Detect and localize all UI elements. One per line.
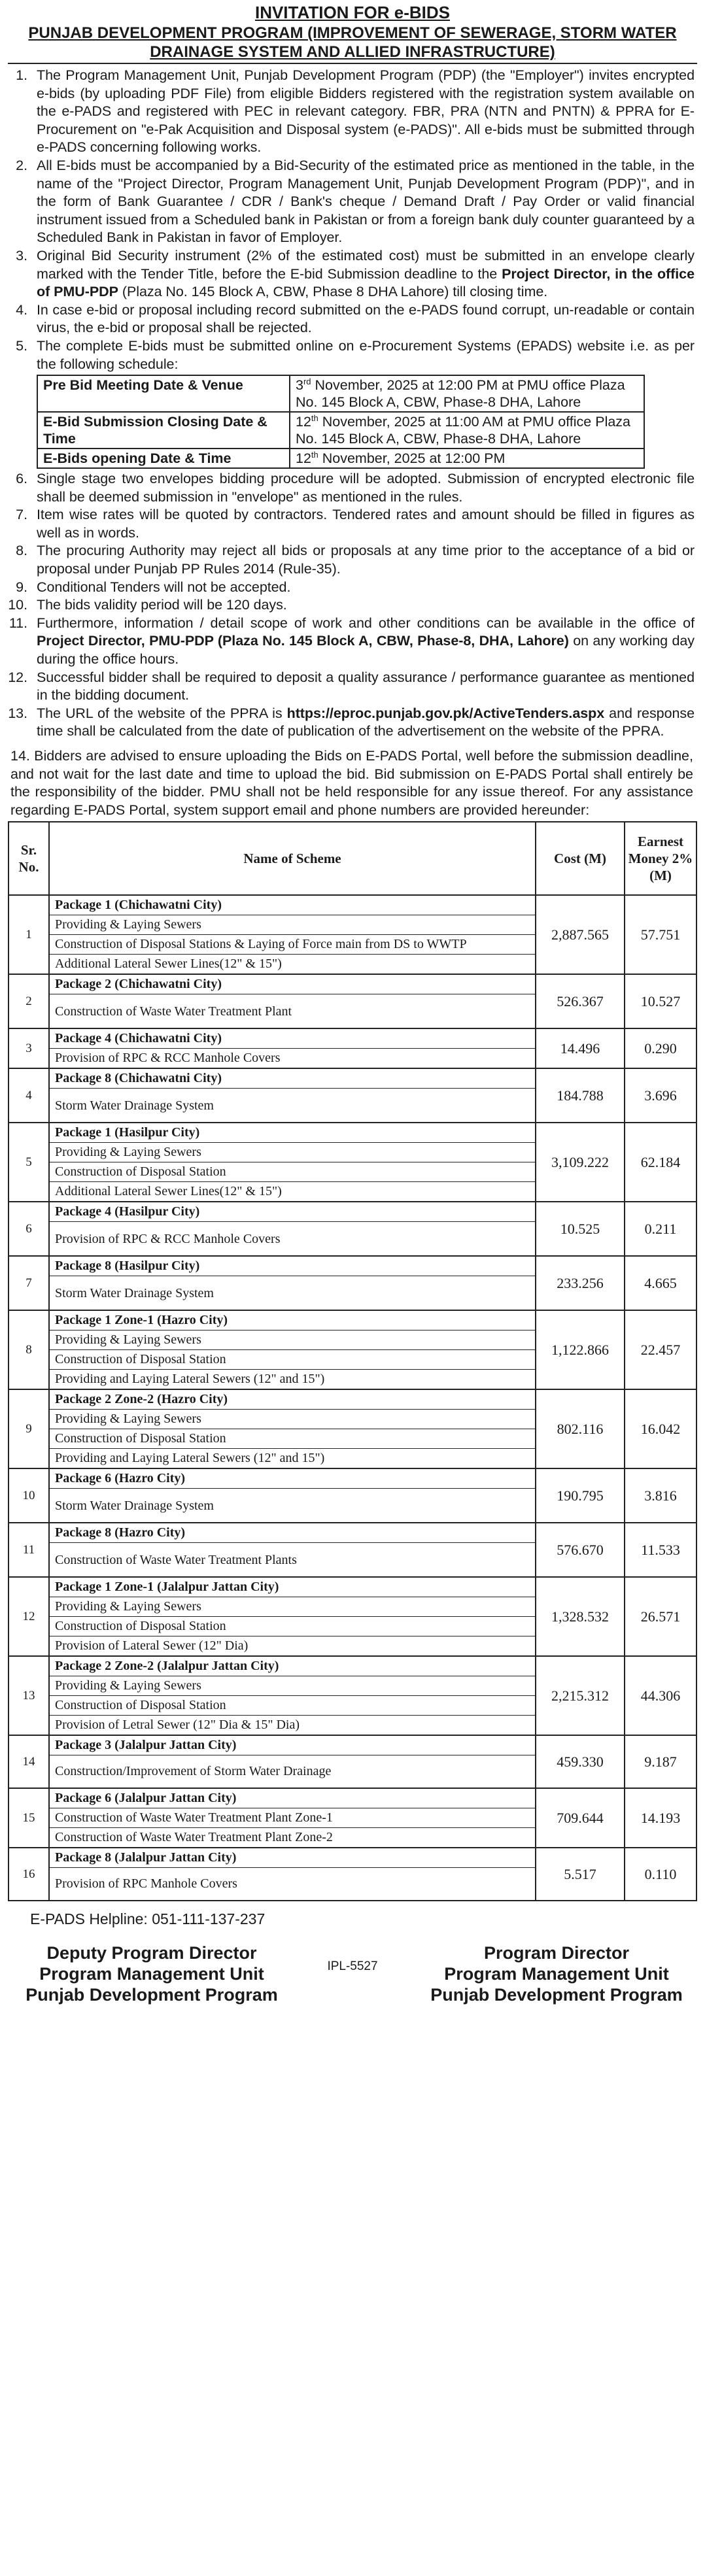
clauses-list: [8, 67, 697, 373]
scheme-cell: [49, 1202, 536, 1256]
clause-bold-text: Project Director, in the office of PMU-PDP: [37, 265, 695, 300]
sig-line: Punjab Development Program: [430, 1985, 683, 2005]
earnest-money-value: 26.571: [625, 1577, 696, 1656]
helpline: E-PADS Helpline: 051-111-137-237: [30, 1910, 266, 1928]
clause-text: [37, 542, 697, 578]
sr-no: 8: [9, 1310, 49, 1389]
clause: [8, 301, 697, 337]
scheme-item: Provision of Letral Sewer (12" Dia & 15" Dia): [55, 1718, 300, 1733]
scheme-item: Additional Lateral Sewer Lines(12" & 15"): [55, 957, 282, 972]
clause-segment: Original Bid Security instrument (2% of the estimated cost) must be submitted in an envelope clearly marked with the Tender Title, before the E-bid Submission deadline to the: [37, 247, 695, 282]
sig-line: Program Management Unit: [444, 1964, 669, 1984]
clause: [8, 506, 697, 542]
scheme-item: Construction/Improvement of Storm Water Drainage: [55, 1764, 332, 1779]
scheme-item: Construction of Disposal Station: [50, 1162, 535, 1182]
cost-value: 2,215.312: [536, 1656, 625, 1735]
package-name: Package 1 Zone-1 (Jalalpur Jattan City): [50, 1578, 535, 1597]
clause-number: 2.: [16, 157, 27, 173]
clause-text: [37, 615, 697, 669]
clause: [8, 67, 697, 157]
scheme-item: Additional Lateral Sewer Lines(12" & 15"): [55, 1184, 282, 1199]
package-name: Package 1 (Chichawatni City): [50, 896, 535, 915]
clause: [8, 337, 697, 373]
sr-no: 11: [9, 1523, 49, 1577]
scheme-item: Providing & Laying Sewers: [50, 1597, 535, 1617]
table-row: [9, 1028, 696, 1068]
scheme-item: Construction of Waste Water Treatment Plant Zone-1: [50, 1808, 535, 1828]
schemes-table: [8, 821, 697, 1901]
earnest-money-value: 0.290: [625, 1028, 696, 1068]
earnest-money-value: 11.533: [625, 1523, 696, 1577]
table-row: [9, 1656, 696, 1735]
schedule-ordinal: rd: [303, 376, 311, 386]
schedule-row: [37, 412, 644, 449]
scheme-item: Construction of Disposal Station: [50, 1617, 535, 1636]
scheme-item: Providing & Laying Sewers: [50, 915, 535, 935]
schedule-row: [37, 375, 644, 412]
clause-text: [37, 301, 697, 337]
clause-segment: The procuring Authority may reject all bids or proposals at any time prior to the acceptance of a bid or proposal under Punjab PP Rules 2014 (Rule-35).: [37, 543, 695, 577]
clause-text: [37, 337, 697, 373]
sig-line: Program Director: [483, 1943, 630, 1963]
clause-text: [37, 705, 697, 741]
earnest-money-value: 22.457: [625, 1310, 696, 1389]
clause-segment: Conditional Tenders will not be accepted.: [37, 579, 291, 595]
table-row: [9, 1068, 696, 1123]
table-row: [9, 1123, 696, 1202]
clause-text: [37, 247, 697, 301]
scheme-item: Provision of RPC & RCC Manhole Covers: [55, 1232, 281, 1247]
package-name: Package 8 (Chichawatni City): [50, 1069, 535, 1089]
cost-value: 709.644: [536, 1788, 625, 1848]
clause: [8, 247, 697, 301]
schedule-day: 3: [296, 377, 303, 394]
clause: [8, 705, 697, 741]
clause-text: [37, 579, 697, 597]
package-name: Package 1 Zone-1 (Hazro City): [50, 1311, 535, 1330]
scheme-item: Providing and Laying Lateral Sewers (12" and 15"): [55, 1372, 325, 1387]
table-row: [9, 1202, 696, 1256]
clause-segment: (Plaza No. 145 Block A, CBW, Phase 8 DHA Lahore) till closing time.: [118, 284, 548, 300]
package-name: Package 2 Zone-2 (Hazro City): [50, 1390, 535, 1410]
package-name: Package 4 (Hasilpur City): [50, 1202, 535, 1222]
table-header-row: [9, 822, 696, 895]
clause: [8, 615, 697, 669]
sr-no: 1: [9, 895, 49, 974]
schedule-table: [37, 375, 645, 469]
clause-segment: Item wise rates will be quoted by contractors. Tendered rates and amount should be filled in figures as well as in words.: [37, 507, 695, 541]
notice-title: INVITATION FOR e-BIDS: [254, 3, 451, 22]
clause-text: [37, 67, 697, 157]
schedule-value: [290, 375, 644, 412]
cost-value: 802.116: [536, 1389, 625, 1468]
table-row: [9, 1523, 696, 1577]
sr-no: 5: [9, 1123, 49, 1202]
schedule-day: 12: [296, 450, 311, 467]
signature-director: [416, 1942, 697, 2005]
cost-value: 190.795: [536, 1468, 625, 1523]
earnest-money-value: 0.110: [625, 1848, 696, 1901]
schedule-value: [290, 412, 644, 449]
earnest-money-value: 14.193: [625, 1788, 696, 1848]
schedule-key: Pre Bid Meeting Date & Venue: [37, 375, 290, 412]
col-scheme: Name of Scheme: [49, 822, 536, 895]
sr-no: 4: [9, 1068, 49, 1123]
schedule-detail: November, 2025 at 11:00 AM at PMU office Plaza No. 145 Block A, CBW, Phase-8 DHA, Lahore: [296, 414, 631, 447]
scheme-cell: [49, 1256, 536, 1310]
cost-value: 3,109.222: [536, 1123, 625, 1202]
scheme-cell: [49, 1523, 536, 1577]
sr-no: 3: [9, 1028, 49, 1068]
cost-value: 233.256: [536, 1256, 625, 1310]
scheme-cell: [49, 1028, 536, 1068]
earnest-money-value: 57.751: [625, 895, 696, 974]
col-cost: Cost (M): [536, 822, 625, 895]
clause-number: 12.: [8, 669, 27, 685]
scheme-item: Storm Water Drainage System: [55, 1098, 214, 1113]
earnest-money-value: 16.042: [625, 1389, 696, 1468]
scheme-item: Providing and Laying Lateral Sewers (12" and 15"): [55, 1451, 325, 1466]
clause-text: [37, 596, 697, 615]
table-row: [9, 1788, 696, 1848]
clause-number: 4.: [16, 301, 27, 318]
schedule-detail: November, 2025 at 12:00 PM at PMU office Plaza No. 145 Block A, CBW, Phase-8 DHA, Lahore: [296, 377, 625, 411]
clause-number: 1.: [16, 67, 27, 83]
clause-bold-text: https://eproc.punjab.gov.pk/ActiveTenders.aspx: [286, 705, 605, 721]
clauses-list-continued: [8, 470, 697, 741]
clause-segment: The URL of the website of the PPRA is: [37, 705, 287, 721]
cost-value: 1,122.866: [536, 1310, 625, 1389]
clause-number: 9.: [16, 579, 27, 595]
scheme-item: Provision of RPC & RCC Manhole Covers: [55, 1051, 281, 1066]
notice-subtitle: [8, 24, 697, 61]
scheme-cell: [49, 1068, 536, 1123]
earnest-money-value: 3.816: [625, 1468, 696, 1523]
scheme-cell: [49, 1389, 536, 1468]
earnest-money-value: 3.696: [625, 1068, 696, 1123]
scheme-cell: [49, 1577, 536, 1656]
package-name: Package 4 (Chichawatni City): [50, 1029, 535, 1049]
earnest-money-value: 9.187: [625, 1735, 696, 1788]
sr-no: 10: [9, 1468, 49, 1523]
scheme-item: Construction of Waste Water Treatment Plant Zone-2: [55, 1830, 333, 1845]
sr-no: 12: [9, 1577, 49, 1656]
earnest-money-value: 10.527: [625, 974, 696, 1028]
col-sr: Sr. No.: [9, 822, 49, 895]
clause-text: [37, 470, 697, 506]
clause-14: 14. Bidders are advised to ensure uploading the Bids on E-PADS Portal, well before the submission deadline, and not wait for the last date and time to upload the bid. Bid submission on E-PADS Portal shall entirely be the responsibility of the bidder. PMU shall not be held responsible for any issue thereof. For any assistance regarding E-PADS Portal, system support email and phone numbers are provided hereunder:: [10, 748, 693, 818]
scheme-item: Provision of RPC Manhole Covers: [55, 1876, 237, 1891]
schedule-ordinal: th: [311, 413, 318, 423]
clause-segment: on any working day during the office hours.: [37, 633, 695, 668]
sig-line: Deputy Program Director: [46, 1943, 257, 1963]
clause-number: 5.: [16, 337, 27, 354]
earnest-money-value: 44.306: [625, 1656, 696, 1735]
schedule-key: E-Bid Submission Closing Date & Time: [37, 412, 290, 449]
clause-segment: In case e-bid or proposal including record submitted on the e-PADS found corrupt, un-readable or contain virus, the e-bid or proposal shall be rejected.: [37, 301, 695, 336]
clause-segment: Single stage two envelopes bidding procedure will be adopted. Submission of encrypted electronic file shall be deemed submission in "envelope" as mentioned in the rules.: [37, 471, 695, 505]
clause: [8, 596, 697, 615]
cost-value: 10.525: [536, 1202, 625, 1256]
schedule-key: E-Bids opening Date & Time: [37, 449, 290, 468]
scheme-item: Construction of Disposal Station: [50, 1696, 535, 1716]
sr-no: 6: [9, 1202, 49, 1256]
scheme-cell: [49, 1788, 536, 1848]
earnest-money-value: 0.211: [625, 1202, 696, 1256]
scheme-cell: [49, 1735, 536, 1788]
schedule-day: 12: [296, 414, 311, 430]
clause-number: 8.: [16, 543, 27, 559]
package-name: Package 2 (Chichawatni City): [50, 975, 535, 994]
scheme-item: Construction of Waste Water Treatment Plants: [55, 1553, 297, 1568]
package-name: Package 8 (Hasilpur City): [50, 1257, 535, 1276]
clause-segment: The complete E-bids must be submitted online on e-Procurement Systems (EPADS) website i.e. as per the following schedule:: [37, 337, 695, 372]
cost-value: 5.517: [536, 1848, 625, 1901]
clause-number: 11.: [9, 615, 27, 631]
clause-number: 13.: [8, 705, 27, 721]
scheme-item: Providing & Laying Sewers: [50, 1676, 535, 1696]
scheme-item: Construction of Disposal Station: [50, 1429, 535, 1449]
clause-segment: Furthermore, information / detail scope of work and other conditions can be available in the office of: [37, 615, 695, 631]
cost-value: 14.496: [536, 1028, 625, 1068]
table-row: [9, 1468, 696, 1523]
cost-value: 526.367: [536, 974, 625, 1028]
scheme-item: Providing & Laying Sewers: [50, 1330, 535, 1350]
schedule-ordinal: th: [311, 449, 318, 460]
scheme-item: Construction of Disposal Stations & Laying of Force main from DS to WWTP: [50, 935, 535, 955]
scheme-item: Construction of Disposal Station: [50, 1350, 535, 1370]
clause-bold-text: Project Director, PMU-PDP (Plaza No. 145 Block A, CBW, Phase-8, DHA, Lahore): [37, 633, 569, 649]
cost-value: 2,887.565: [536, 895, 625, 974]
table-row: [9, 1310, 696, 1389]
scheme-cell: [49, 974, 536, 1028]
sig-line: Punjab Development Program: [26, 1985, 278, 2005]
scheme-item: Storm Water Drainage System: [55, 1499, 214, 1514]
clause-text: [37, 157, 697, 247]
table-row: [9, 895, 696, 974]
tender-notice: [8, 0, 697, 2576]
scheme-item: Providing & Laying Sewers: [50, 1143, 535, 1162]
col-earnest: Earnest Money 2% (M): [625, 822, 696, 895]
ipl-code: IPL-5527: [327, 1959, 378, 1974]
scheme-cell: [49, 1656, 536, 1735]
table-row: [9, 1735, 696, 1788]
package-name: Package 8 (Hazro City): [50, 1523, 535, 1543]
clause-number: 3.: [16, 247, 27, 263]
scheme-item: Storm Water Drainage System: [55, 1286, 214, 1301]
package-name: Package 3 (Jalalpur Jattan City): [50, 1736, 535, 1755]
cost-value: 184.788: [536, 1068, 625, 1123]
signature-deputy: [8, 1942, 289, 2005]
scheme-cell: [49, 1468, 536, 1523]
package-name: Package 2 Zone-2 (Jalalpur Jattan City): [50, 1657, 535, 1676]
clause-segment: Successful bidder shall be required to deposit a quality assurance / performance guarantee as mentioned in the bidding document.: [37, 669, 695, 703]
sr-no: 2: [9, 974, 49, 1028]
scheme-item: Provision of Lateral Sewer (12" Dia): [55, 1638, 249, 1653]
earnest-money-value: 4.665: [625, 1256, 696, 1310]
sr-no: 15: [9, 1788, 49, 1848]
cost-value: 576.670: [536, 1523, 625, 1577]
sr-no: 13: [9, 1656, 49, 1735]
clause-text: [37, 506, 697, 542]
scheme-cell: [49, 1123, 536, 1202]
clause: [8, 669, 697, 705]
clause-text: [37, 669, 697, 705]
clause: [8, 470, 697, 506]
package-name: Package 6 (Hazro City): [50, 1469, 535, 1489]
sig-line: Program Management Unit: [39, 1964, 264, 1984]
table-row: [9, 1848, 696, 1901]
clause-segment: The Program Management Unit, Punjab Development Program (PDP) (the "Employer") invites encrypted e-bids (by uploading PDF File) from eligible Bidders registered with the registration system available on the e-PADS and registered with PEC in relevant category. FBR, PRA (NTN and PNTN) & PPRA for E-Procurement on "e-Pak Acquisition and Disposal system (e-PADS)". All e-bids must be submitted through e-PADS concerning following works.: [37, 67, 695, 156]
sr-no: 9: [9, 1389, 49, 1468]
table-row: [9, 974, 696, 1028]
schedule-row: [37, 449, 644, 468]
package-name: Package 8 (Jalalpur Jattan City): [50, 1848, 535, 1868]
clause-number: 7.: [16, 507, 27, 523]
subtitle-text: PUNJAB DEVELOPMENT PROGRAM (IMPROVEMENT OF SEWERAGE, STORM WATER DRAINAGE SYSTEM AND ALLIED INFRASTRUCTURE): [28, 24, 677, 61]
scheme-item: Construction of Waste Water Treatment Plant: [55, 1004, 292, 1019]
clause-number: 6.: [16, 471, 27, 487]
scheme-item: Providing & Laying Sewers: [50, 1410, 535, 1429]
clause: [8, 157, 697, 247]
earnest-money-value: 62.184: [625, 1123, 696, 1202]
scheme-cell: [49, 895, 536, 974]
cost-value: 1,328.532: [536, 1577, 625, 1656]
clause-segment: All E-bids must be accompanied by a Bid-Security of the estimated price as mentioned in the table, in the name of the "Project Director, Program Management Unit, Punjab Development Program (PDP)", and in the form of Bank Guarantee / CDR / Bank's cheque / Demand Draft / Pay Order or valid financial instrument issued from a Scheduled bank in Pakistan or from a foreign bank duly counter guaranteed by a Scheduled Bank in Pakistan in favor of Employer.: [37, 157, 695, 246]
table-row: [9, 1577, 696, 1656]
scheme-cell: [49, 1310, 536, 1389]
cost-value: 459.330: [536, 1735, 625, 1788]
package-name: Package 1 (Hasilpur City): [50, 1123, 535, 1143]
clause-number: 10.: [8, 597, 27, 613]
table-row: [9, 1389, 696, 1468]
divider: [8, 63, 697, 64]
sr-no: 16: [9, 1848, 49, 1901]
clause-segment: and response time shall be calculated from the date of publication of the advertisement on the website of the PPRA.: [37, 705, 695, 739]
table-row: [9, 1256, 696, 1310]
clause: [8, 542, 697, 578]
footer: [8, 1942, 697, 2005]
clause-segment: The bids validity period will be 120 days.: [37, 597, 287, 613]
schedule-value: [290, 449, 644, 468]
clause: [8, 579, 697, 597]
scheme-cell: [49, 1848, 536, 1901]
package-name: Package 6 (Jalalpur Jattan City): [50, 1789, 535, 1808]
sr-no: 14: [9, 1735, 49, 1788]
sr-no: 7: [9, 1256, 49, 1310]
schedule-detail: November, 2025 at 12:00 PM: [318, 450, 506, 467]
